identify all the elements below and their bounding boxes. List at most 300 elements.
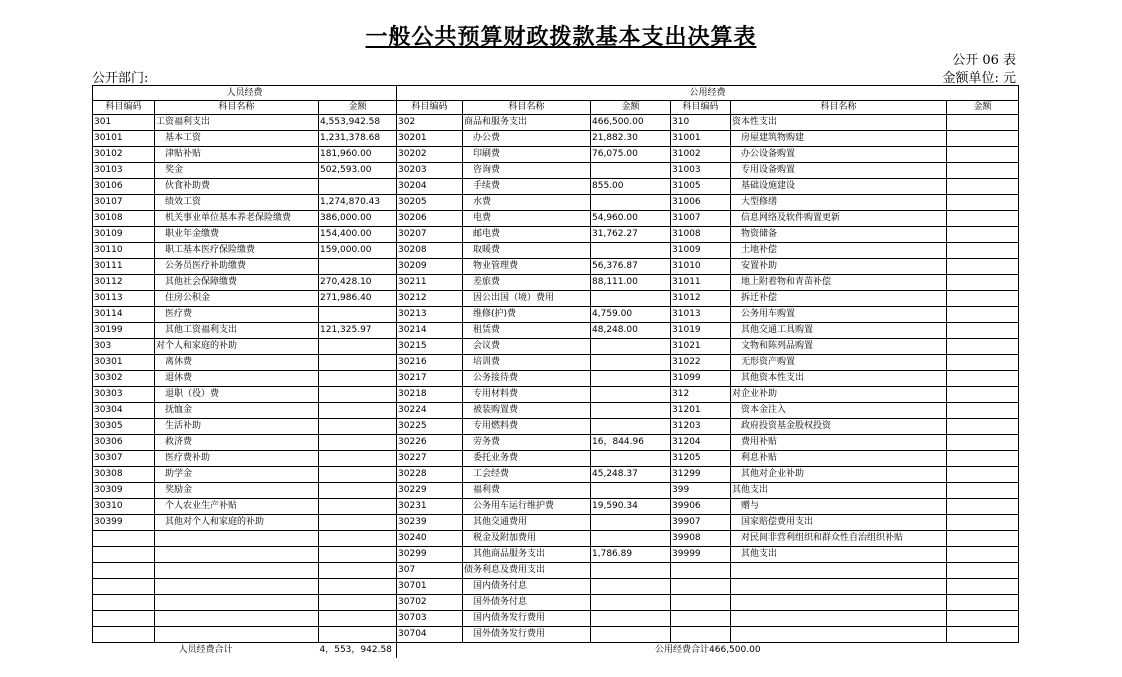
item-code: 30102 — [93, 147, 155, 163]
item-code: 30302 — [93, 371, 155, 387]
item-amount — [947, 227, 1019, 243]
item-amount — [319, 451, 397, 467]
item-amount — [947, 259, 1019, 275]
item-name: 被装购置费 — [463, 403, 591, 419]
table-row — [93, 243, 1019, 259]
item-code: 31007 — [671, 211, 731, 227]
item-name — [155, 563, 319, 579]
item-name: 手续费 — [463, 179, 591, 195]
item-code: 31005 — [671, 179, 731, 195]
item-name: 无形资产购置 — [731, 355, 947, 371]
item-code: 310 — [671, 115, 731, 131]
item-name: 会议费 — [463, 339, 591, 355]
item-amount — [319, 611, 397, 627]
item-amount: 154,400.00 — [319, 227, 397, 243]
item-name: 住房公积金 — [155, 291, 319, 307]
item-code: 30206 — [397, 211, 463, 227]
item-code: 30103 — [93, 163, 155, 179]
item-amount — [591, 387, 671, 403]
item-name: 劳务费 — [463, 435, 591, 451]
item-amount — [319, 515, 397, 531]
item-amount — [947, 435, 1019, 451]
item-code: 30203 — [397, 163, 463, 179]
item-amount — [319, 403, 397, 419]
item-amount — [947, 131, 1019, 147]
item-name: 咨询费 — [463, 163, 591, 179]
item-amount: 1,231,378.68 — [319, 131, 397, 147]
item-amount — [591, 419, 671, 435]
item-code: 30227 — [397, 451, 463, 467]
item-code: 307 — [397, 563, 463, 579]
table-row — [93, 323, 1019, 339]
item-amount: 16，844.96 — [591, 435, 671, 451]
item-code: 30228 — [397, 467, 463, 483]
item-code: 30299 — [397, 547, 463, 563]
item-amount — [947, 387, 1019, 403]
item-name: 邮电费 — [463, 227, 591, 243]
item-code: 30216 — [397, 355, 463, 371]
item-name: 委托业务费 — [463, 451, 591, 467]
item-code: 30704 — [397, 627, 463, 643]
item-name — [155, 595, 319, 611]
item-amount — [947, 483, 1019, 499]
item-code: 30701 — [397, 579, 463, 595]
item-name: 费用补贴 — [731, 435, 947, 451]
item-amount — [319, 179, 397, 195]
item-code: 30305 — [93, 419, 155, 435]
item-code: 39907 — [671, 515, 731, 531]
item-amount — [591, 243, 671, 259]
item-amount: 88,111.00 — [591, 275, 671, 291]
item-amount — [319, 627, 397, 643]
item-amount — [591, 355, 671, 371]
item-code — [93, 579, 155, 595]
item-name: 电费 — [463, 211, 591, 227]
item-name: 土地补偿 — [731, 243, 947, 259]
item-code: 30229 — [397, 483, 463, 499]
header-code: 科目编码 — [93, 101, 155, 115]
item-code: 30213 — [397, 307, 463, 323]
item-name: 其他社会保障缴费 — [155, 275, 319, 291]
item-amount — [319, 355, 397, 371]
item-amount — [319, 499, 397, 515]
item-code: 31299 — [671, 467, 731, 483]
item-name: 取暖费 — [463, 243, 591, 259]
item-code: 31002 — [671, 147, 731, 163]
table-row — [93, 499, 1019, 515]
item-code — [671, 579, 731, 595]
table-row — [93, 387, 1019, 403]
item-name — [731, 627, 947, 643]
item-amount — [947, 403, 1019, 419]
item-name: 国内债务发行费用 — [463, 611, 591, 627]
table-row — [93, 403, 1019, 419]
item-name: 国外债务付息 — [463, 595, 591, 611]
table-row — [93, 115, 1019, 131]
item-code: 30239 — [397, 515, 463, 531]
item-name: 专用材料费 — [463, 387, 591, 403]
item-amount: 19,590.34 — [591, 499, 671, 515]
item-amount — [947, 163, 1019, 179]
item-code: 30199 — [93, 323, 155, 339]
item-name: 医疗费 — [155, 307, 319, 323]
item-name: 对企业补助 — [731, 387, 947, 403]
item-amount — [947, 515, 1019, 531]
item-amount — [319, 547, 397, 563]
item-amount — [591, 515, 671, 531]
item-code: 30106 — [93, 179, 155, 195]
personnel-total-value: 4，553，942.58 — [319, 643, 397, 659]
item-code — [671, 563, 731, 579]
item-code: 30303 — [93, 387, 155, 403]
item-code: 30231 — [397, 499, 463, 515]
item-name: 奖金 — [155, 163, 319, 179]
header-amount: 金额 — [319, 101, 397, 115]
table-row — [93, 371, 1019, 387]
item-code: 30208 — [397, 243, 463, 259]
item-code: 301 — [93, 115, 155, 131]
table-row — [93, 547, 1019, 563]
item-name: 大型修缮 — [731, 195, 947, 211]
item-name: 救济费 — [155, 435, 319, 451]
item-code: 30224 — [397, 403, 463, 419]
item-name: 基础设施建设 — [731, 179, 947, 195]
public-total-value: 466,500.00 — [709, 645, 761, 655]
item-amount — [319, 371, 397, 387]
item-amount: 76,075.00 — [591, 147, 671, 163]
item-name: 利息补贴 — [731, 451, 947, 467]
item-code: 30101 — [93, 131, 155, 147]
section-personnel: 人员经费 — [93, 86, 397, 101]
item-amount — [947, 275, 1019, 291]
item-code: 30703 — [397, 611, 463, 627]
item-code: 31006 — [671, 195, 731, 211]
item-name: 其他交通费用 — [463, 515, 591, 531]
item-name: 水费 — [463, 195, 591, 211]
item-name: 对民间非营利组织和群众性自治组织补贴 — [731, 531, 947, 547]
item-amount — [947, 355, 1019, 371]
item-amount: 121,325.97 — [319, 323, 397, 339]
item-code: 30205 — [397, 195, 463, 211]
item-name: 专用设备购置 — [731, 163, 947, 179]
item-amount — [591, 291, 671, 307]
section-public: 公用经费 — [397, 86, 1019, 101]
item-amount — [319, 579, 397, 595]
item-name: 政府投资基金股权投资 — [731, 419, 947, 435]
item-code: 30114 — [93, 307, 155, 323]
item-name: 其他对个人和家庭的补助 — [155, 515, 319, 531]
item-name: 办公设备购置 — [731, 147, 947, 163]
item-name — [155, 627, 319, 643]
item-amount — [947, 547, 1019, 563]
item-amount: 56,376.87 — [591, 259, 671, 275]
item-amount — [947, 419, 1019, 435]
item-amount — [947, 499, 1019, 515]
item-name — [155, 547, 319, 563]
table-row — [93, 531, 1019, 547]
item-name — [731, 595, 947, 611]
item-code: 30226 — [397, 435, 463, 451]
table-row — [93, 579, 1019, 595]
table-row — [93, 467, 1019, 483]
item-amount — [947, 323, 1019, 339]
item-name: 其他商品服务支出 — [463, 547, 591, 563]
item-amount — [947, 147, 1019, 163]
item-amount: 54,960.00 — [591, 211, 671, 227]
item-code — [93, 563, 155, 579]
item-amount — [319, 419, 397, 435]
item-name: 离休费 — [155, 355, 319, 371]
item-name: 拆迁补偿 — [731, 291, 947, 307]
item-amount — [319, 531, 397, 547]
table-row — [93, 419, 1019, 435]
item-name: 物资储备 — [731, 227, 947, 243]
item-code: 30309 — [93, 483, 155, 499]
item-name: 公务用车购置 — [731, 307, 947, 323]
item-code: 31001 — [671, 131, 731, 147]
item-amount: 271,986.40 — [319, 291, 397, 307]
table-row — [93, 259, 1019, 275]
item-code: 31003 — [671, 163, 731, 179]
item-name — [731, 563, 947, 579]
item-name: 房屋建筑物购建 — [731, 131, 947, 147]
item-name: 债务利息及费用支出 — [463, 563, 591, 579]
item-amount — [591, 371, 671, 387]
item-amount — [947, 179, 1019, 195]
item-name: 地上附着物和青苗补偿 — [731, 275, 947, 291]
item-name: 维修(护)费 — [463, 307, 591, 323]
item-name: 公务接待费 — [463, 371, 591, 387]
item-name: 信息网络及软件购置更新 — [731, 211, 947, 227]
item-amount — [591, 403, 671, 419]
table-row — [93, 147, 1019, 163]
item-name: 福利费 — [463, 483, 591, 499]
item-amount — [947, 307, 1019, 323]
department-label: 公开部门: — [92, 71, 149, 86]
item-code: 30110 — [93, 243, 155, 259]
item-amount — [947, 611, 1019, 627]
item-name: 赠与 — [731, 499, 947, 515]
item-amount: 270,428.10 — [319, 275, 397, 291]
item-code: 30113 — [93, 291, 155, 307]
item-amount — [591, 595, 671, 611]
item-code: 312 — [671, 387, 731, 403]
item-amount — [591, 195, 671, 211]
item-amount — [591, 451, 671, 467]
item-name: 个人农业生产补贴 — [155, 499, 319, 515]
table-row — [93, 339, 1019, 355]
item-amount: 45,248.37 — [591, 467, 671, 483]
item-code: 30211 — [397, 275, 463, 291]
item-amount: 159,000.00 — [319, 243, 397, 259]
item-name: 对个人和家庭的补助 — [155, 339, 319, 355]
table-row — [93, 627, 1019, 643]
item-amount — [319, 595, 397, 611]
item-code: 399 — [671, 483, 731, 499]
item-amount — [947, 579, 1019, 595]
item-code: 30108 — [93, 211, 155, 227]
item-name — [155, 531, 319, 547]
item-name: 其他交通工具购置 — [731, 323, 947, 339]
item-name: 资本金注入 — [731, 403, 947, 419]
item-code: 30107 — [93, 195, 155, 211]
item-name: 商品和服务支出 — [463, 115, 591, 131]
table-row — [93, 563, 1019, 579]
item-name: 抚恤金 — [155, 403, 319, 419]
table-row — [93, 179, 1019, 195]
item-code: 31099 — [671, 371, 731, 387]
item-amount — [591, 483, 671, 499]
item-code: 31009 — [671, 243, 731, 259]
item-name: 国外债务发行费用 — [463, 627, 591, 643]
item-name: 物业管理费 — [463, 259, 591, 275]
item-amount — [319, 467, 397, 483]
item-name: 生活补助 — [155, 419, 319, 435]
item-code: 30702 — [397, 595, 463, 611]
item-name: 其他对企业补助 — [731, 467, 947, 483]
header-name: 科目名称 — [155, 101, 319, 115]
item-code: 31013 — [671, 307, 731, 323]
item-amount: 21,882.30 — [591, 131, 671, 147]
item-amount: 386,000.00 — [319, 211, 397, 227]
item-name: 工资福利支出 — [155, 115, 319, 131]
item-name: 津贴补贴 — [155, 147, 319, 163]
item-name: 专用燃料费 — [463, 419, 591, 435]
item-amount: 1,786.89 — [591, 547, 671, 563]
item-amount — [947, 451, 1019, 467]
item-code: 31022 — [671, 355, 731, 371]
item-amount — [947, 467, 1019, 483]
item-code: 30225 — [397, 419, 463, 435]
table-row — [93, 451, 1019, 467]
page-title: 一般公共预算财政拨款基本支出决算表 — [365, 24, 757, 50]
item-amount — [947, 115, 1019, 131]
item-code: 39999 — [671, 547, 731, 563]
item-code: 30306 — [93, 435, 155, 451]
item-name: 因公出国（境）费用 — [463, 291, 591, 307]
item-code — [93, 547, 155, 563]
item-code: 30304 — [93, 403, 155, 419]
item-code — [671, 627, 731, 643]
item-code: 30217 — [397, 371, 463, 387]
item-code: 39908 — [671, 531, 731, 547]
item-amount: 181,960.00 — [319, 147, 397, 163]
item-name: 助学金 — [155, 467, 319, 483]
item-code — [93, 611, 155, 627]
table-row — [93, 515, 1019, 531]
item-name: 培训费 — [463, 355, 591, 371]
item-code: 31019 — [671, 323, 731, 339]
item-code: 39906 — [671, 499, 731, 515]
item-name: 公务用车运行维护费 — [463, 499, 591, 515]
item-name: 职业年金缴费 — [155, 227, 319, 243]
item-amount — [947, 371, 1019, 387]
item-amount: 1,274,870.43 — [319, 195, 397, 211]
unit-label: 金额单位: 元 — [942, 71, 1016, 86]
table-row — [93, 163, 1019, 179]
item-code: 30202 — [397, 147, 463, 163]
item-name: 退休费 — [155, 371, 319, 387]
item-code — [93, 595, 155, 611]
item-name: 办公费 — [463, 131, 591, 147]
item-name: 工会经费 — [463, 467, 591, 483]
item-code: 30207 — [397, 227, 463, 243]
item-name: 印刷费 — [463, 147, 591, 163]
table-row — [93, 131, 1019, 147]
item-amount — [947, 291, 1019, 307]
item-amount: 502,593.00 — [319, 163, 397, 179]
item-code: 31012 — [671, 291, 731, 307]
item-code: 31010 — [671, 259, 731, 275]
item-code: 302 — [397, 115, 463, 131]
item-code: 31203 — [671, 419, 731, 435]
item-name — [731, 579, 947, 595]
item-amount — [591, 163, 671, 179]
item-code: 30204 — [397, 179, 463, 195]
item-code: 30301 — [93, 355, 155, 371]
item-code: 30109 — [93, 227, 155, 243]
item-amount — [947, 563, 1019, 579]
table-row — [93, 355, 1019, 371]
table-row — [93, 595, 1019, 611]
item-code: 303 — [93, 339, 155, 355]
item-amount — [947, 531, 1019, 547]
header-amount: 金额 — [591, 101, 671, 115]
header-code: 科目编码 — [397, 101, 463, 115]
item-amount — [947, 211, 1019, 227]
item-name: 伙食补助费 — [155, 179, 319, 195]
public-total-label: 公用经费合计 — [655, 645, 710, 655]
item-code: 30215 — [397, 339, 463, 355]
header-name: 科目名称 — [731, 101, 947, 115]
item-amount — [319, 339, 397, 355]
item-amount — [319, 259, 397, 275]
table-row — [93, 291, 1019, 307]
item-name: 其他支出 — [731, 547, 947, 563]
item-amount — [947, 243, 1019, 259]
table-row — [93, 611, 1019, 627]
header-amount: 金额 — [947, 101, 1019, 115]
expenditure-table — [92, 85, 1019, 658]
item-amount — [591, 627, 671, 643]
item-name: 退职（役）费 — [155, 387, 319, 403]
item-name — [155, 579, 319, 595]
item-name: 机关事业单位基本养老保险缴费 — [155, 211, 319, 227]
item-name: 奖励金 — [155, 483, 319, 499]
item-name: 租赁费 — [463, 323, 591, 339]
item-code — [671, 611, 731, 627]
item-amount — [947, 627, 1019, 643]
item-amount — [947, 195, 1019, 211]
item-name: 其他支出 — [731, 483, 947, 499]
item-amount — [591, 579, 671, 595]
item-name: 公务员医疗补助缴费 — [155, 259, 319, 275]
item-name: 差旅费 — [463, 275, 591, 291]
table-row — [93, 275, 1019, 291]
item-code: 31011 — [671, 275, 731, 291]
item-code: 31205 — [671, 451, 731, 467]
item-amount — [591, 339, 671, 355]
item-amount — [591, 531, 671, 547]
item-code: 30201 — [397, 131, 463, 147]
form-number: 公开 06 表 — [952, 53, 1016, 68]
item-code: 31021 — [671, 339, 731, 355]
item-amount — [947, 595, 1019, 611]
item-name: 文物和陈列品购置 — [731, 339, 947, 355]
item-code: 30308 — [93, 467, 155, 483]
item-name: 绩效工资 — [155, 195, 319, 211]
personnel-total-label: 人员经费合计 — [93, 643, 319, 659]
